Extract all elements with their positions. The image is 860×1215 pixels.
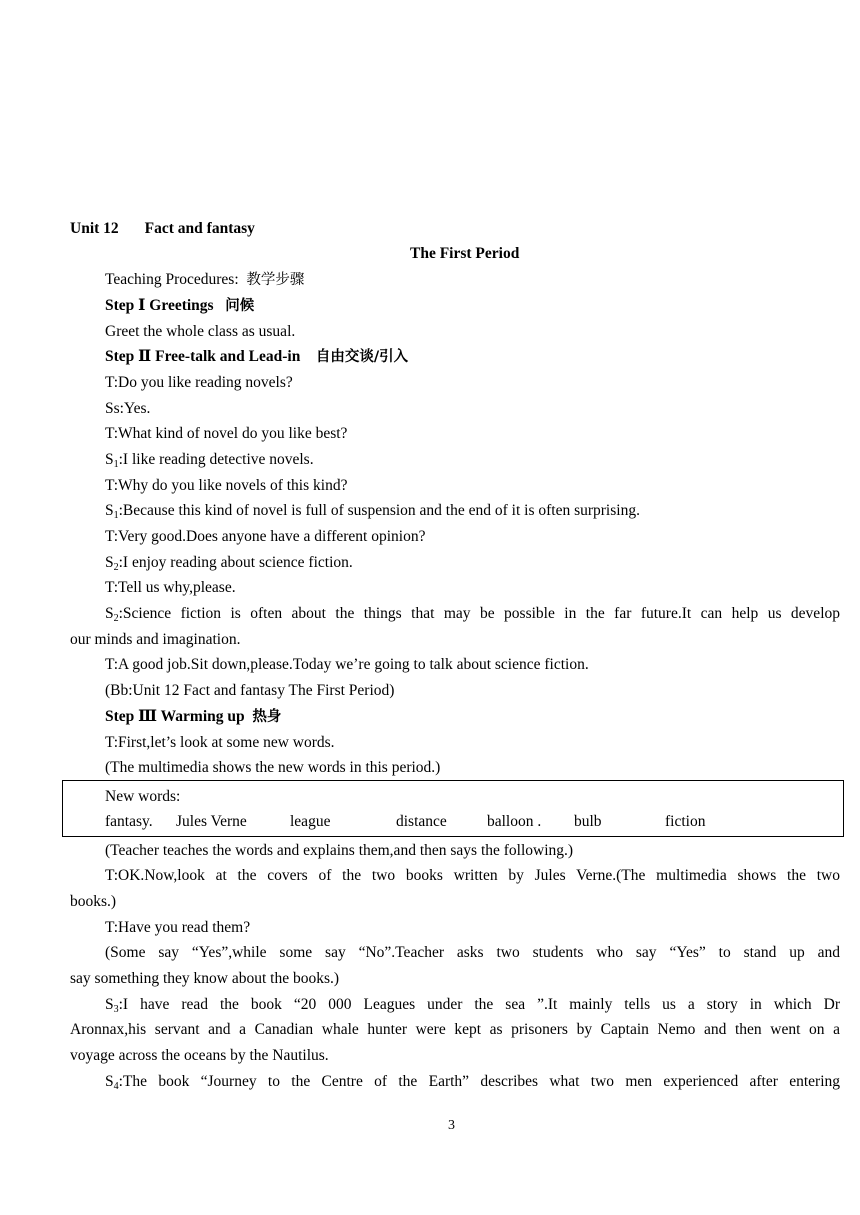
procedures-line: Teaching Procedures: 教学步骤 (105, 271, 305, 288)
new-word: bulb (574, 813, 602, 830)
dialog-line: (Some say “Yes”,while some say “No”.Teacher asks two students who say “Yes” to stand up and (105, 944, 840, 961)
dialog-line: T:Do you like reading novels? (105, 374, 293, 391)
dialog-line: books.) (70, 893, 117, 910)
greet-line: Greet the whole class as usual. (105, 323, 296, 340)
dialog-line: $S_4:The$ book “Journey to the Centre of the Earth” describes what two men experienced after entering (105, 1073, 840, 1092)
unit-number: Unit 12 (70, 220, 119, 237)
new-word: distance (396, 813, 447, 830)
dialog-line: Ss:Yes. (105, 400, 151, 417)
dialog-line: T:Have you read them? (105, 919, 251, 936)
new-words-title: New words: (105, 788, 181, 805)
period-title: The First Period (410, 245, 520, 262)
dialog-line: T:Why do you like novels of this kind? (105, 477, 348, 494)
dialog-line: voyage across the oceans by the Nautilus. (70, 1047, 329, 1064)
step-3-heading: Step Ⅲ Warming up 热身 (105, 708, 282, 725)
dialog-line: $S_2:Science$ fiction is often about the things that may be possible in the far future.It can help us develop (105, 605, 840, 624)
blackboard-line: (Bb:Unit 12 Fact and fantasy The First Period) (105, 682, 395, 699)
dialog-line: Aronnax,his servant and a Canadian whale hunter were kept as prisoners by Captain Nemo and then went on a (70, 1021, 840, 1038)
step-2-heading: Step Ⅱ Free-talk and Lead-in 自由交谈/引入 (105, 348, 409, 365)
dialog-line: $S_1:Because$ this kind of novel is full of suspension and the end of it is often surprising. (105, 502, 640, 521)
dialog-line: T:A good job.Sit down,please.Today we’re going to talk about science fiction. (105, 656, 589, 673)
new-word: league (290, 813, 331, 830)
dialog-line: say something they know about the books.) (70, 970, 340, 987)
unit-title: Fact and fantasy (144, 220, 255, 237)
new-word: balloon . (487, 813, 542, 830)
dialog-line: $S_1:I$ like reading detective novels. (105, 451, 314, 470)
dialog-line: $S_3:I$ have read the book “20 000 Leagues under the sea ”.It mainly tells us a story in which Dr (105, 996, 840, 1015)
page-number: 3 (448, 1118, 455, 1133)
dialog-line: T:First,let’s look at some new words. (105, 734, 335, 751)
dialog-line: T:What kind of novel do you like best? (105, 425, 348, 442)
new-word: fiction (665, 813, 706, 830)
new-word: fantasy. (105, 813, 153, 830)
unit-heading (70, 219, 255, 239)
dialog-line: T:Tell us why,please. (105, 579, 236, 596)
dialog-line: T:Very good.Does anyone have a different opinion? (105, 528, 426, 545)
step-1-heading: Step Ⅰ Greetings 问候 (105, 297, 255, 314)
dialog-line: $S_2:I$ enjoy reading about science fiction. (105, 554, 353, 573)
dialog-line: T:OK.Now,look at the covers of the two books written by Jules Verne.(The multimedia shows the two (105, 867, 840, 884)
dialog-line: (Teacher teaches the words and explains them,and then says the following.) (105, 842, 574, 859)
new-word: Jules Verne (176, 813, 247, 830)
dialog-line: (The multimedia shows the new words in this period.) (105, 759, 441, 776)
dialog-line: our minds and imagination. (70, 631, 241, 648)
